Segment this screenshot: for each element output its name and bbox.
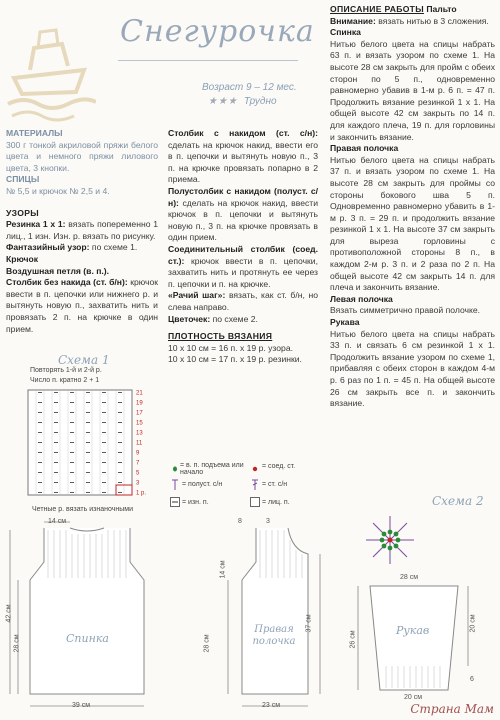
hdc-symbol-icon [170,479,180,491]
back-text: Нитью белого цвета на спицы набрать 63 п. и вязать узором по схеме 1. На высоте 28 см закрыть для пройм с обеих сторон по 5 п., одновременно равномерно убавив в 1-м р. 6 п. = 47 п. Продолжить вязание резинкой 1 х 1. На общей высоте 42 см закрыть по 14 п. для каждого плеча, 19 п. для горловины и закончить вязание. [330,38,495,142]
back-dim-top: 14 см [48,518,67,525]
row-label: 3 [136,480,140,487]
legend [170,462,320,514]
row-label: 19 [136,400,143,407]
row-label: 7 [136,460,140,467]
chain-stitch: Воздушная петля (в. п.). [6,265,110,276]
gauge-line-1: 10 х 10 см = 16 п. х 19 р. узора. [168,342,294,353]
instructions-column [330,4,495,410]
left-front-heading: Левая полочка [330,293,393,304]
row-label: 21 [136,390,143,397]
needles-heading: СПИЦЫ [6,174,40,185]
back-label: Спинка [66,632,109,645]
right-front-label: Правая полочка [252,624,296,647]
instructions-heading: ОПИСАНИЕ РАБОТЫ Пальто [330,4,457,14]
schema1-title: Схема 1 [58,353,110,367]
row-label: 15 [136,420,143,427]
ship-logo-icon [4,18,96,122]
sleeve-label: Рукав [396,624,430,637]
sleeve-dim-26: 26 см [349,630,357,649]
attention-note: Внимание: вязать нитью в 3 сложения. [330,15,489,26]
sleeve-dim-20: 20 см [469,614,477,633]
back-dim-28: 28 см [13,634,21,653]
materials-text: 300 г тонкой акриловой пряжи белого цвета и немного пряжи лилового цвета, 3 кнопки. [6,139,158,173]
sleeve-dim-width: 20 см [404,694,423,701]
right-front-heading: Правая полочка [330,143,399,154]
legend-purl: = изн. п. [182,499,209,506]
row-label: 17 [136,410,143,417]
legend-dc: = ст. с/н [262,481,288,488]
dc-symbol-icon [250,479,260,491]
page-title: Снегурочка [120,14,315,49]
row-label: 13 [136,430,143,437]
left-front-text: Вязать симметрично правой полочке. [330,305,481,316]
difficulty-stars-icon: ★★★ [208,96,238,107]
sleeve-diagram [348,580,478,700]
row-label: 11 [136,440,143,447]
gauge-line-2: 10 х 10 см = 17 п. х 19 р. резинки. [168,354,302,365]
flower-chart [360,510,420,570]
right-dim-37: 37 см [305,614,313,633]
purl-symbol-icon [170,497,180,507]
materials-heading: МАТЕРИАЛЫ [6,128,63,138]
rib-pattern: Резинка 1 х 1: вязать попеременно 1 лиц., 1 изн. Изн. р. вязать по рисунку. [6,219,158,241]
patterns-heading: УЗОРЫ [6,207,39,218]
gauge-heading: ПЛОТНОСТЬ ВЯЗАНИЯ [168,331,273,342]
schema1-repeat-note: Повторять 1-й и 2-й р. [30,367,102,374]
stitches-column [168,128,318,366]
age-label: Возраст 9 – 12 мес. [202,82,297,93]
right-dim-8: 8 [238,518,242,525]
slip-symbol-icon [250,464,260,474]
difficulty-label [208,96,277,107]
right-front-text: Нитью белого цвета на спицы набрать 37 п. и вязать узором по схеме 1. На высоте 28 см закрыть для проймы со стороны бокового шва 5 п. Одновременно равномерно убавить в 1-м р. 3 п. = 29 п. и продолжить вязание резинкой 1 х 1. На высоте 37 см закрыть для выреза горловины с противоположной стороны 8 п., в каждом 2-м р. 3 п. и 2 раза по 2 п. На общей высоте 42 см закрыть 14 п. для плеча и закончить вязание. [330,154,495,293]
legend-slip: = соед. ст. [262,463,296,470]
dc-stitch: Столбик с накидом (ст. с/н): сделать на крючок накид, ввести его в п. цепочки и вытянуть новую п., 3 п. на крючке провязать попарно в 2 приема. [168,128,318,185]
legend-hdc: = полуст. с/н [182,481,223,488]
back-heading: Спинка [330,27,361,38]
chain-symbol-icon [170,464,180,474]
row-label: 5 [136,470,140,477]
back-dim-height: 42 см [5,604,13,623]
sleeve-dim-top: 28 см [400,574,419,581]
right-dim-width: 23 см [262,702,281,709]
sleeve-dim-6: 6 [470,676,474,683]
grid-border [28,390,132,495]
right-dim-3: 3 [266,518,270,525]
sc-stitch: Столбик без накида (ст. б/н): крючок ввести в п. цепочки или нижнего р. и вытянуть новую п., захватить нить и провязать 2 п. на крючке в один прием. [6,277,158,334]
legend-knit: = лиц. п. [262,499,290,506]
watermark: Страна Мам [410,702,494,716]
even-rows-note: Четные р. вязать изнаночными [32,506,133,513]
crab-stitch: «Рачий шаг»: вязать, как ст. б/н, но слева направо. [168,290,318,312]
fancy-pattern: Фантазийный узор: по схеме 1. [6,242,138,253]
materials-column [6,128,158,335]
schema1-stitch-note: Число п. кратно 2 + 1 [30,377,100,384]
back-dim-width: 39 см [72,702,91,709]
schema2-title: Схема 2 [432,494,484,508]
hook-heading: Крючок [6,253,39,264]
knit-symbol-icon [250,497,260,507]
flower-stitch: Цветочек: по схеме 2. [168,313,258,324]
difficulty-text: Трудно [243,96,277,107]
schema1-chart [20,388,170,508]
right-dim-28: 28 см [203,634,211,653]
row-label: 1 р. [136,490,147,497]
sleeve-heading: Рукава [330,317,360,328]
hdc-stitch: Полустолбик с накидом (полуст. с/н): сделать на крючок накид, ввести крючок в п. цепочки и вытянуть новую п., 3 п. на крючке провязать в один прием. [168,185,319,243]
needles-text: № 5,5 и крючок № 2,5 и 4. [6,185,110,196]
right-dim-14: 14 см [219,560,227,579]
title-divider [118,60,298,61]
sleeve-text: Нитью белого цвета на спицы набрать 33 п. и связать 6 см резинкой 1 х 1. Продолжить вязание узором по схеме 1, прибавляя с обеих сторон в каждом 4-м р. 6 раз по 1 п. = 45 п. На общей высоте 26 см закрыть все п. и закончить вязание. [330,328,495,409]
slip-stitch: Соединительный столбик (соед. ст.): крючок ввести в п. цепочки, захватить нить и протянуть ее через п. цепочки и п. на крючке. [168,243,318,289]
row-label: 9 [136,450,140,457]
back-diagram [4,520,164,716]
legend-chain: = в. п. подъема или начало [180,462,244,476]
